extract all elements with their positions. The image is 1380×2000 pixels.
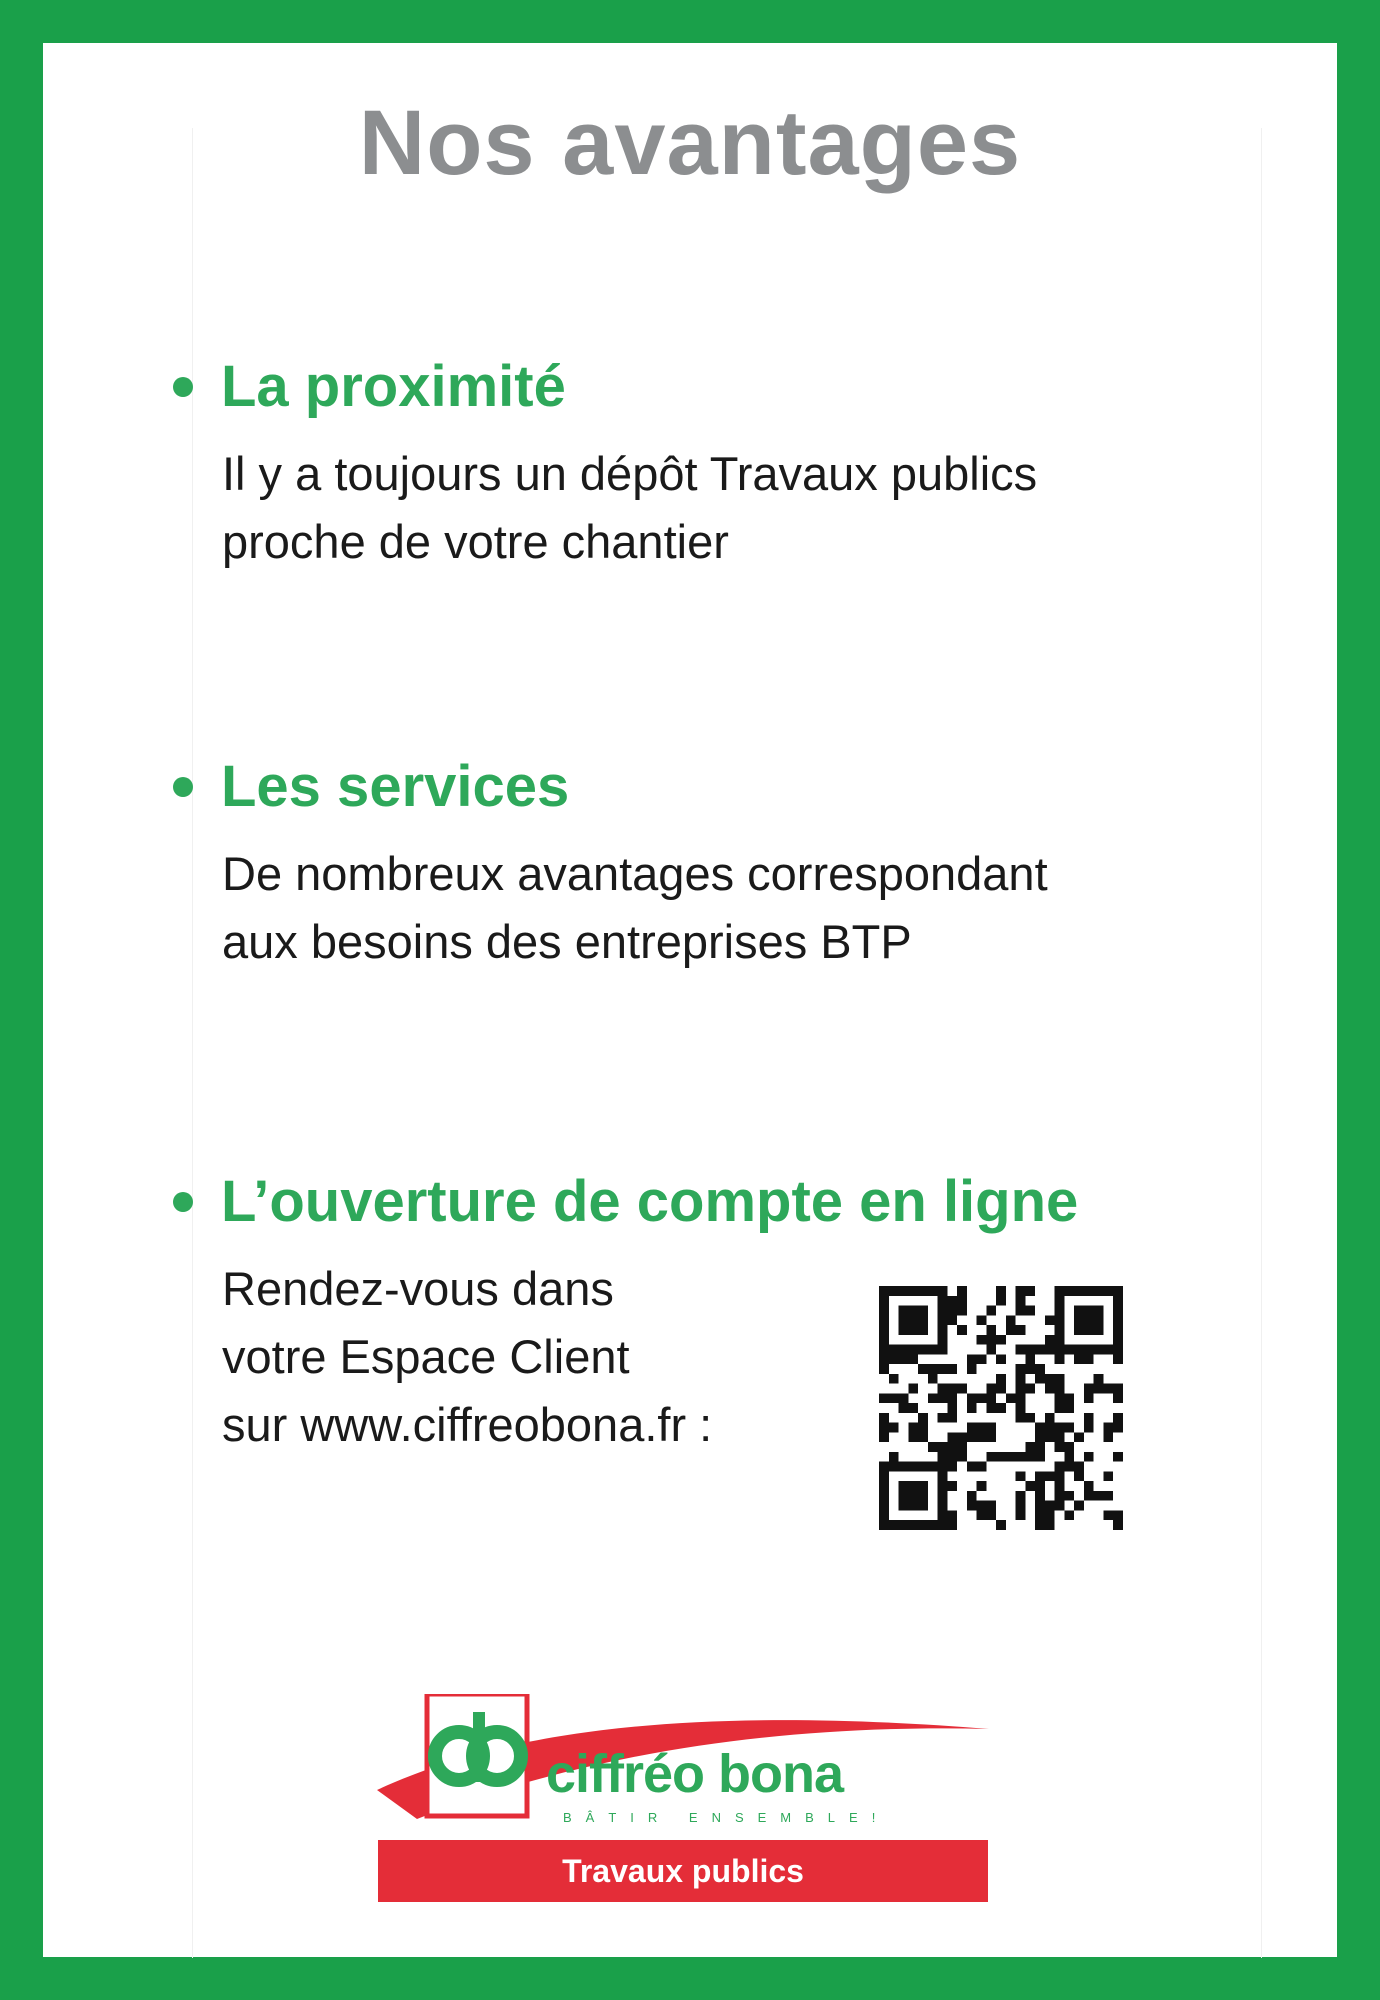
section-header bbox=[173, 753, 1048, 820]
section-header bbox=[173, 353, 1037, 420]
section-header bbox=[173, 1168, 1078, 1235]
section-body bbox=[222, 440, 1037, 576]
body-line: Rendez-vous dans bbox=[222, 1262, 614, 1315]
bullet-dot-icon bbox=[173, 777, 193, 797]
body-line: aux besoins des entreprises BTP bbox=[222, 915, 912, 968]
body-line: proche de votre chantier bbox=[222, 515, 729, 568]
flyer-page bbox=[43, 43, 1337, 1957]
body-line: De nombreux avantages correspondant bbox=[222, 847, 1048, 900]
guide-line-right bbox=[1261, 128, 1262, 1958]
body-line: votre Espace Client bbox=[222, 1330, 630, 1383]
section-body bbox=[222, 840, 1048, 976]
body-line: sur www.ciffreobona.fr : bbox=[222, 1398, 713, 1451]
bullet-dot-icon bbox=[173, 1192, 193, 1212]
division-band bbox=[378, 1840, 988, 1902]
division-label: Travaux publics bbox=[562, 1852, 804, 1889]
body-line: Il y a toujours un dépôt Travaux publics bbox=[222, 447, 1038, 500]
section-proximite bbox=[173, 353, 1037, 576]
section-heading: L’ouverture de compte en ligne bbox=[221, 1169, 1079, 1234]
section-heading: Les services bbox=[221, 754, 570, 819]
bullet-dot-icon bbox=[173, 377, 193, 397]
section-heading: La proximité bbox=[221, 354, 566, 419]
brand-tagline: BÂTIR ENSEMBLE! bbox=[563, 1810, 890, 1825]
page-title: Nos avantages bbox=[358, 92, 1022, 194]
qr-code-icon[interactable] bbox=[879, 1286, 1123, 1530]
brand-name: ciffréo bona bbox=[546, 1744, 844, 1804]
section-services bbox=[173, 753, 1048, 976]
